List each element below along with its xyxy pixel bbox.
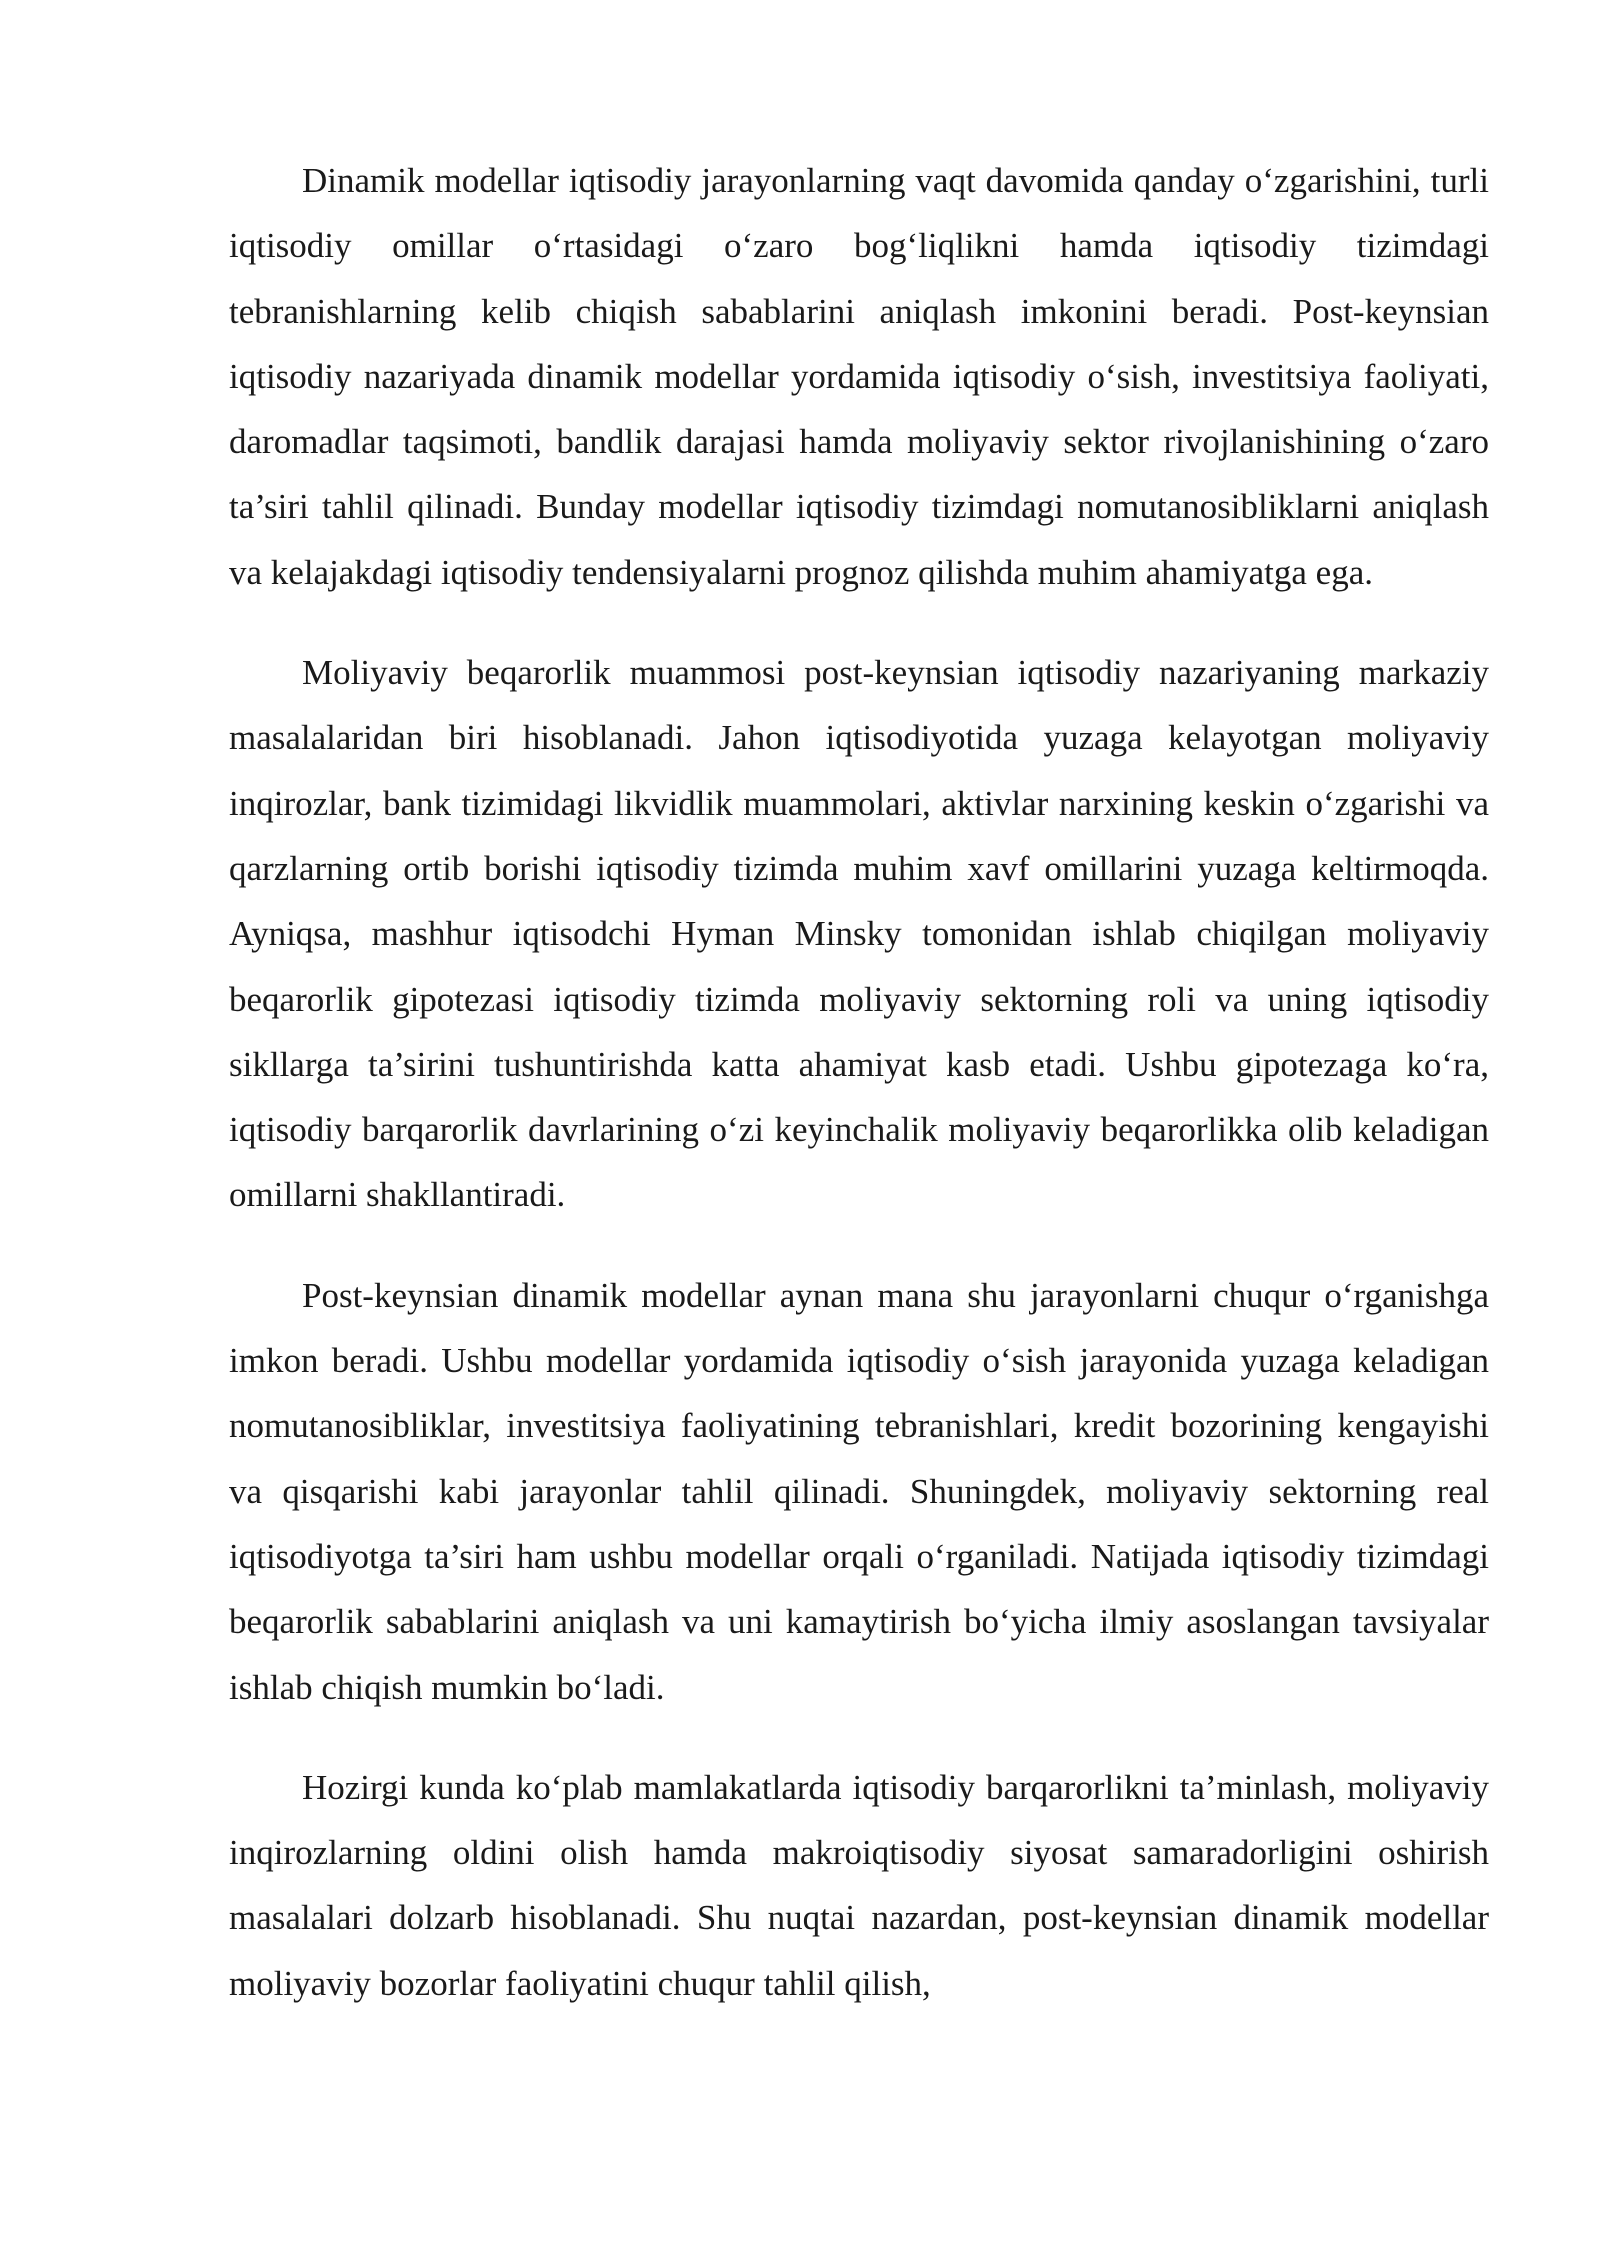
paragraph-current-relevance: Hozirgi kunda ko‘plab mamlakatlarda iqtisodiy barqarorlikni ta’minlash, moliyaviy inqirozlarning oldini olish hamda makroiqtisodiy siyosat samaradorligini oshirish masalalari dolzarb hisoblanadi. Shu nuqtai nazardan, post-keynsian dinamik modellar moliyaviy bozorlar faoliyatini chuqur tahlil qilish, — [229, 1767, 1489, 2003]
paragraph-financial-instability: Moliyaviy beqarorlik muammosi post-keynsian iqtisodiy nazariyaning markaziy masalalaridan biri hisoblanadi. Jahon iqtisodiyotida yuzaga kelayotgan moliyaviy inqirozlar, bank tizimidagi likvidlik muammolari, aktivlar narxining keskin o‘zgarishi va qarzlarning ortib borishi iqtisodiy tizimda muhim xavf omillarini yuzaga keltirmoqda. Ayniqsa, mashhur iqtisodchi Hyman Minsky tomonidan ishlab chiqilgan moliyaviy beqarorlik gipotezasi iqtisodiy tizimda moliyaviy sektorning roli va uning iqtisodiy sikllarga ta’sirini tushuntirishda katta ahamiyat kasb etadi. Ushbu gipotezaga ko‘ra, iqtisodiy barqarorlik davrlarining o‘zi keyinchalik moliyaviy beqarorlikka olib keladigan omillarni shakllantiradi. — [229, 653, 1489, 1215]
paragraph-post-keynsian-models: Post-keynsian dinamik modellar aynan mana shu jarayonlarni chuqur o‘rganishga imkon beradi. Ushbu modellar yordamida iqtisodiy o‘sish jarayonida yuzaga keladigan nomutanosibliklar, investitsiya faoliyatining tebranishlari, kredit bozorining kengayishi va qisqarishi kabi jarayonlar tahlil qilinadi. Shuningdek, moliyaviy sektorning real iqtisodiyotga ta’siri ham ushbu modellar orqali o‘rganiladi. Natijada iqtisodiy tizimdagi beqarorlik sabablarini aniqlash va uni kamaytirish bo‘yicha ilmiy asoslangan tavsiyalar ishlab chiqish mumkin bo‘ladi. — [229, 1275, 1489, 1707]
paragraph-dynamic-models: Dinamik modellar iqtisodiy jarayonlarning vaqt davomida qanday o‘zgarishini, turli iqtisodiy omillar o‘rtasidagi o‘zaro bog‘liqlikni hamda iqtisodiy tizimdagi tebranishlarning kelib chiqish sabablarini aniqlash imkonini beradi. Post-keynsian iqtisodiy nazariyada dinamik modellar yordamida iqtisodiy o‘sish, investitsiya faoliyati, daromadlar taqsimoti, bandlik darajasi hamda moliyaviy sektor rivojlanishining o‘zaro ta’siri tahlil qilinadi. Bunday modellar iqtisodiy tizimdagi nomutanosibliklarni aniqlash va kelajakdagi iqtisodiy tendensiyalarni prognoz qilishda muhim ahamiyatga ega. — [229, 161, 1489, 592]
document-page — [229, 148, 1489, 2051]
